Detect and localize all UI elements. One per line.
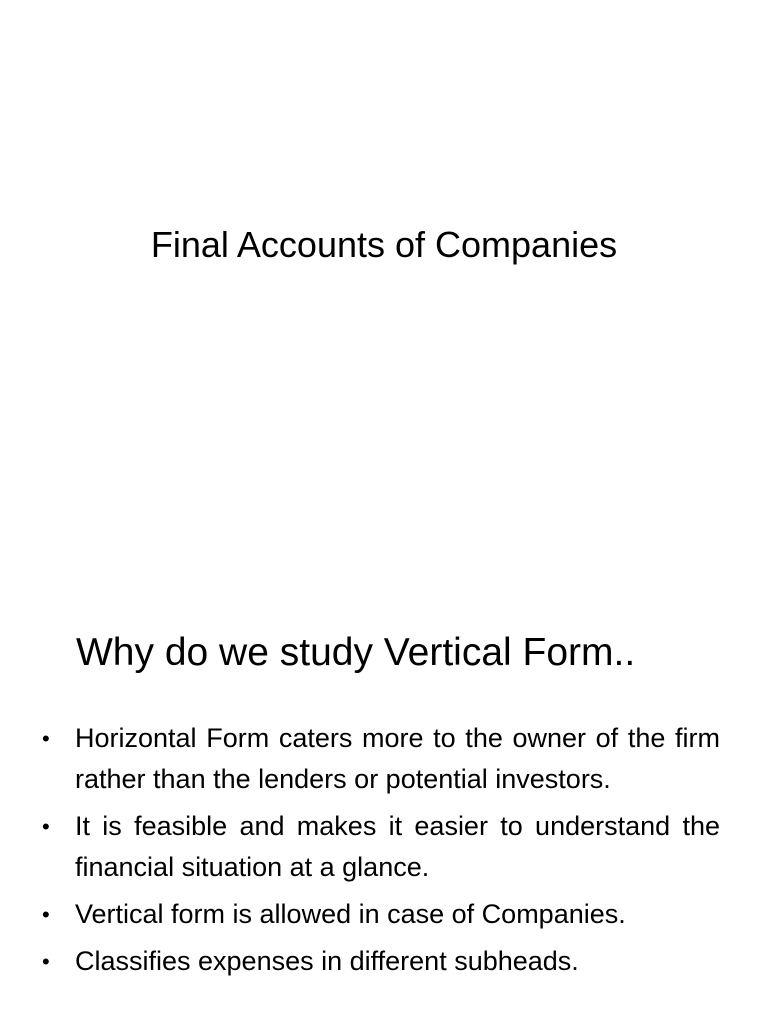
bullet-dot-icon: •: [42, 814, 50, 839]
bullet-text-3: Vertical form is allowed in case of Companies.: [75, 899, 626, 929]
bullet-item-3: [40, 894, 720, 935]
slide-title: Final Accounts of Companies: [150, 224, 618, 265]
slide-2-title: Why do we study Vertical Form..: [76, 631, 636, 674]
bullet-text-2: It is feasible and makes it easier to understand the financial situation at a glance.: [75, 811, 720, 882]
bullet-dot-icon: •: [42, 726, 50, 751]
bullet-item-4: [40, 941, 720, 982]
bullet-text-1: Horizontal Form caters more to the owner of the firm rather than the lenders or potential investors.: [75, 723, 720, 794]
bullet-item-2: [40, 806, 720, 888]
bullet-text-4: Classifies expenses in different subheads.: [75, 946, 579, 976]
bullet-dot-icon: •: [42, 902, 50, 927]
bullet-item-1: [40, 718, 720, 800]
bullet-list: [40, 718, 720, 988]
bullet-dot-icon: •: [42, 949, 50, 974]
